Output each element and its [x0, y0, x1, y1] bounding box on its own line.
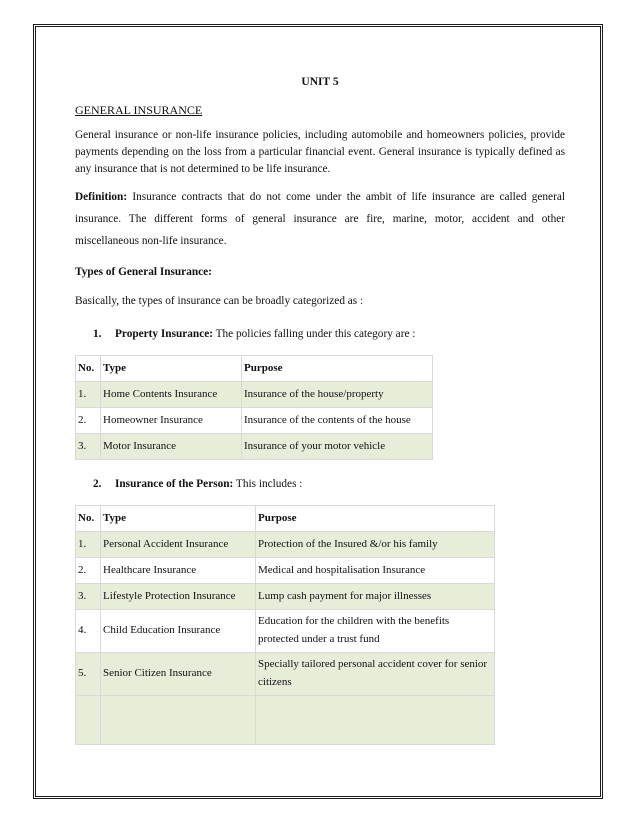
intro-paragraph: General insurance or non-life insurance policies, including automobile and homeowners policies, provide payments depending on the loss from a particular financial event. General insurance is typically defined as any insurance that is not determined to be life insurance.	[75, 129, 565, 176]
table-row	[76, 695, 495, 744]
person-text: This includes :	[233, 477, 303, 490]
table-row	[76, 407, 433, 433]
table-cell: Personal Accident Insurance	[101, 531, 256, 557]
document-body	[75, 70, 565, 757]
table-cell: Homeowner Insurance	[101, 407, 242, 433]
property-number: 1.	[93, 327, 102, 340]
property-text: The policies falling under this category are :	[213, 327, 416, 340]
table-cell	[76, 695, 101, 744]
person-label: Insurance of the Person:	[115, 477, 234, 490]
table-cell: 3.	[76, 583, 101, 609]
table-header-type: Type	[101, 505, 256, 531]
table-header-no: No.	[76, 505, 101, 531]
table-cell: Lump cash payment for major illnesses	[256, 583, 495, 609]
types-heading: Types of General Insurance:	[75, 266, 212, 279]
property-insurance-item	[93, 326, 565, 343]
table-row	[76, 433, 433, 459]
section-title: GENERAL INSURANCE	[75, 103, 203, 118]
table-cell	[101, 695, 256, 744]
definition-paragraph	[75, 186, 565, 252]
table-cell: Insurance of your motor vehicle	[242, 433, 433, 459]
person-insurance-table	[75, 505, 495, 745]
table-header-type: Type	[101, 355, 242, 381]
table-cell: Medical and hospitalisation Insurance	[256, 557, 495, 583]
table-cell: 3.	[76, 433, 101, 459]
person-insurance-item	[93, 476, 565, 493]
table-cell: Education for the children with the benefits protected under a trust fund	[256, 609, 495, 652]
table-row	[76, 557, 495, 583]
definition-label: Definition:	[75, 191, 128, 204]
table-cell: 1.	[76, 531, 101, 557]
table-cell: Senior Citizen Insurance	[101, 652, 256, 695]
table-cell: 2.	[76, 407, 101, 433]
table-cell: 1.	[76, 381, 101, 407]
table-row	[76, 381, 433, 407]
table-header-no: No.	[76, 355, 101, 381]
types-intro: Basically, the types of insurance can be broadly categorized as :	[75, 295, 364, 308]
table-cell: Child Education Insurance	[101, 609, 256, 652]
table-cell: Home Contents Insurance	[101, 381, 242, 407]
table-header-purpose: Purpose	[242, 355, 433, 381]
property-label: Property Insurance:	[115, 327, 213, 340]
table-cell: Insurance of the house/property	[242, 381, 433, 407]
table-cell: 4.	[76, 609, 101, 652]
table-cell: 2.	[76, 557, 101, 583]
unit-title: UNIT 5	[301, 76, 339, 88]
table-cell: Insurance of the contents of the house	[242, 407, 433, 433]
definition-text: Insurance contracts that do not come under the ambit of life insurance are called general insurance. The different forms of general insurance are fire, marine, motor, accident and other miscellaneous non-life insurance.	[75, 191, 565, 248]
table-cell: Healthcare Insurance	[101, 557, 256, 583]
table-cell: Specially tailored personal accident cover for senior citizens	[256, 652, 495, 695]
property-insurance-table	[75, 355, 433, 460]
table-row	[76, 652, 495, 695]
person-number: 2.	[93, 477, 102, 490]
table-row	[76, 609, 495, 652]
table-cell: 5.	[76, 652, 101, 695]
table-cell: Protection of the Insured &/or his family	[256, 531, 495, 557]
table-cell	[256, 695, 495, 744]
table-row	[76, 583, 495, 609]
table-header-purpose: Purpose	[256, 505, 495, 531]
table-cell: Motor Insurance	[101, 433, 242, 459]
table-row	[76, 531, 495, 557]
table-cell: Lifestyle Protection Insurance	[101, 583, 256, 609]
